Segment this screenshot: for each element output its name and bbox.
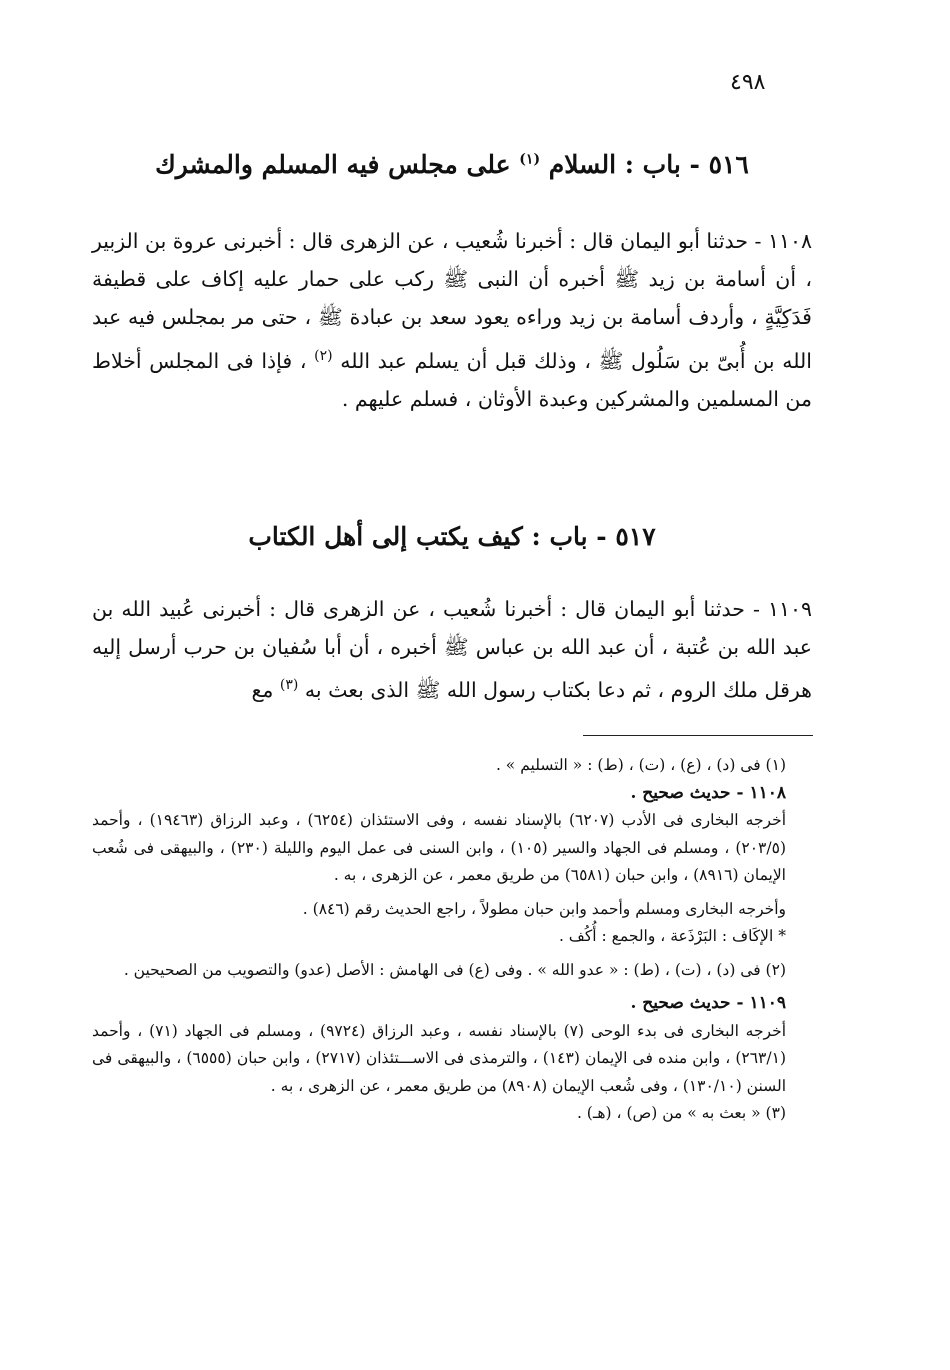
hadith-1109-body-end: مع — [251, 678, 274, 703]
chapter-516-heading — [92, 150, 812, 179]
hadith-1108-takhrij: أخرجه البخارى فى الأدب (٦٢٠٧) بالإسناد نفسه ، وفى الاستئذان (٦٢٥٤) ، وعبد الرزاق (١٩٤٦٣) ، وأحمد (٢٠٣/٥) ، ومسلم فى الجهاد والسير (١٠٥) ، وابن السنى فى عمل اليوم والليلة (٢٣٠) ، والبيهقى فى شُعب الإيمان (٨٩١٦) ، وابن حبان (٦٥٨١) من طريق معمر ، عن الزهرى ، به . — [92, 811, 786, 884]
hadith-1109-text — [92, 590, 812, 709]
hadith-1108-body-end: ، فإذا فى المجلس أخلاط من المسلمين والمشركين وعبدة الأوثان ، فسلم عليهم . — [92, 348, 812, 411]
footnote-divider — [583, 735, 813, 736]
footnotes-section — [92, 752, 812, 1128]
chapter-517-heading: ٥١٧ - باب : كيف يكتب إلى أهل الكتاب — [248, 522, 656, 551]
footnote-ref-2[interactable]: (٢) — [314, 347, 333, 364]
footnote-3: (٣) « بعث به » من (ص) ، (هـ) . — [576, 1104, 786, 1122]
hadith-1108-more: وأخرجه البخارى ومسلم وأحمد وابن حبان مطولاً ، راجع الحديث رقم (٨٤٦) . — [302, 899, 786, 918]
page-number: ٤٩٨ — [730, 70, 766, 95]
footnote-ref-1[interactable]: (١) — [519, 151, 541, 168]
footnote-2: (٢) فى (د) ، (ت) ، (ط) : « عدو الله » . وفى (ع) فى الهامش : الأصل (عدو) والتصويب من الصحيحين . — [123, 960, 786, 979]
chapter-516-title-start: ٥١٦ - باب : السلام — [548, 150, 749, 179]
hadith-1108-body-start: ١١٠٨ - حدثنا أبو اليمان قال : أخبرنا شُعيب ، عن الزهرى قال : أخبرنى عروة بن الزبير ، أن أسامة بن زيد ﷺ أخبره أن النبى ﷺ ركب على حمار عليه إكاف على قطيفة فَدَكِيَّةٍ ، وأردف أسامة بن زيد وراءه يعود سعد بن عبادة ﷺ ، حتى مر بمجلس فيه عبد الله بن أُبىّ بن سَلُول ﷺ ، وذلك قبل أن يسلم عبد الله — [92, 229, 812, 373]
footnote-ref-3[interactable]: (٣) — [279, 677, 299, 694]
hadith-1109-takhrij: أخرجه البخارى فى بدء الوحى (٧) بالإسناد نفسه ، وعبد الرزاق (٩٧٢٤) ، ومسلم فى الجهاد (٧١) ، وأحمد (٢٦٣/١) ، وابن منده فى الإيمان (١٤٣) ، والترمذى فى الاســـتئذان (٢٧١٧) ، وابن حبان (٦٥٥٥) ، والبيهقى فى السنن (١٣٠/١٠) ، وفى شُعب الإيمان (٨٩٠٨) من طريق معمر ، عن الزهرى ، به . — [92, 1021, 786, 1095]
hadith-1108-text — [92, 222, 812, 418]
ikaf-definition: * الإكَاف : البَرْذَعة ، والجمع : أُكُف . — [558, 927, 786, 945]
chapter-516-title-end: على مجلس فيه المسلم والمشرك — [155, 150, 511, 179]
hadith-1109-body-start: ١١٠٩ - حدثنا أبو اليمان قال : أخبرنا شُعيب ، عن الزهرى قال : أخبرنى عُبيد الله بن عبد الله بن عُتبة ، أن عبد الله بن عباس ﷺ أخبره ، أن أبا سُفيان بن حرب أرسل إليه هرقل ملك الروم ، ثم دعا بكتاب رسول الله ﷺ الذى بعث به — [92, 597, 812, 703]
hadith-1108-grade: ١١٠٨ - حديث صحيح . — [630, 782, 786, 803]
hadith-1109-grade: ١١٠٩ - حديث صحيح . — [630, 993, 786, 1013]
footnote-1: (١) فى (د) ، (ع) ، (ت) ، (ط) : « التسليم » . — [495, 756, 786, 774]
